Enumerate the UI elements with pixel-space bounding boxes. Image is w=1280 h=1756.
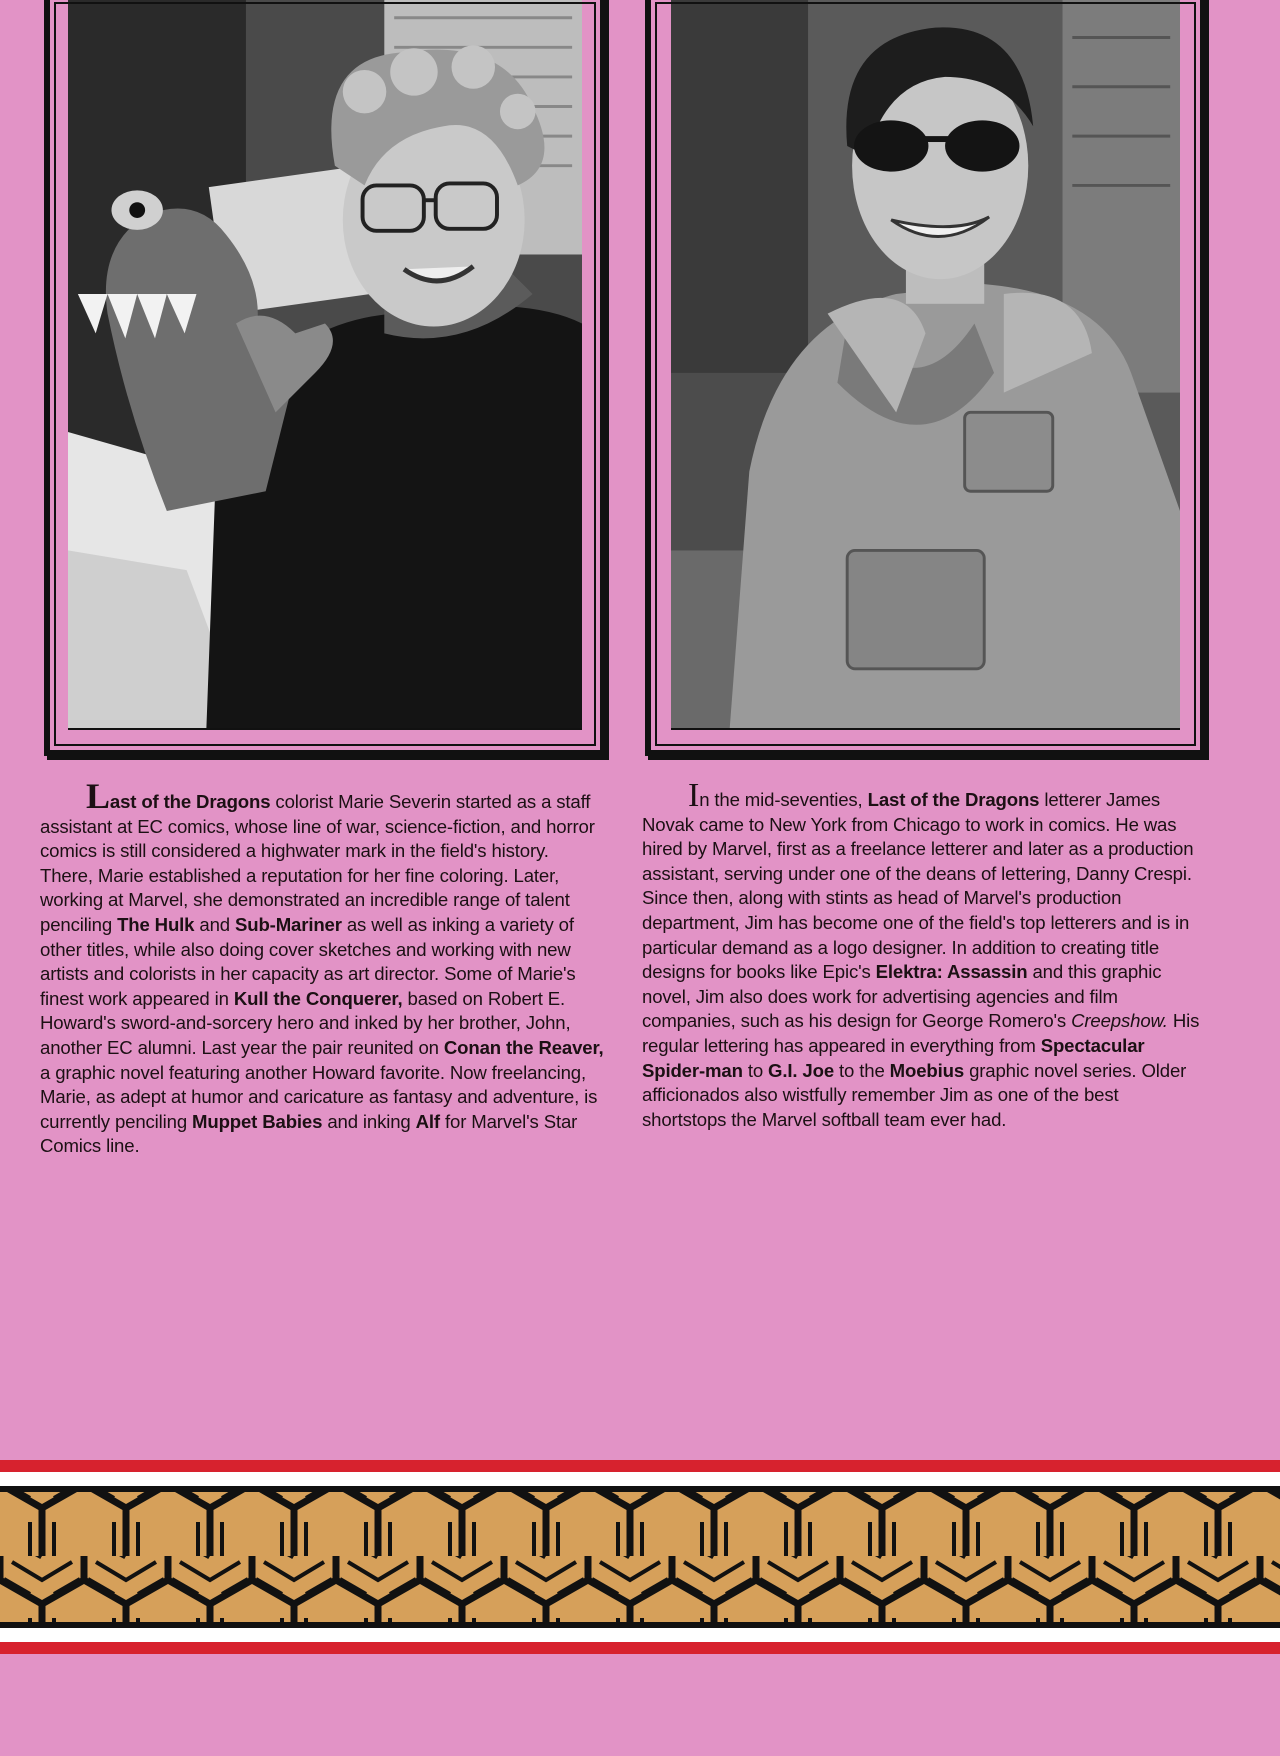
bio-text: and <box>194 913 235 935</box>
bio-text: letterer James Novak came to New York from Chicago to work in comics. He was hired by Marvel, first as a freelance letterer and later as a production assistant, serving under one of the deans of lettering, Danny Crespi. Since then, along with stints as head of Marvel's production department, Jim has become one of the field's top letterers and is in particular demand as a logo designer. In addition to creating title designs for books like Epic's <box>642 789 1194 983</box>
bio-text: n the mid-seventies, <box>699 789 868 810</box>
dropcap-left: L <box>86 776 110 816</box>
decorative-pattern <box>0 1460 1280 1696</box>
photo-marie-severin <box>68 0 582 730</box>
bio-text: colorist Marie Severin started as a staff assistant at EC comics, whose line of war, science-fiction, and horror comics is still considered a highwater mark in the field's history. There, Marie established a reputation for her fine coloring. Later, working at Marvel, she demonstrated an incredible range of talent penciling <box>40 791 595 935</box>
bio-text: based on Robert E. Howard's sword-and-sorcery hero and inked by her brother, John, another EC alumni. Last year the pair reunited on <box>40 987 571 1058</box>
title-sub-mariner: Sub-Mariner <box>235 913 342 935</box>
title-moebius: Moebius <box>889 1059 965 1081</box>
bio-marie-severin <box>40 776 606 1159</box>
decorative-border-band <box>0 1460 1280 1696</box>
title-elektra-assassin: Elektra: Assassin <box>875 961 1028 983</box>
title-creepshow: Creepshow. <box>1071 1010 1168 1032</box>
bio-text: and this graphic novel, Jim also does work for advertising agencies and film companies, such as his design for George Romero's <box>642 961 1162 1032</box>
title-last-of-the-dragons: Last of the Dragons <box>867 789 1040 810</box>
title-spectacular-spider-man: Spectacular Spider-man <box>642 1034 1145 1081</box>
bio-text: and inking <box>322 1110 416 1132</box>
photo-frame-left <box>44 0 606 756</box>
photo-frame-right <box>645 0 1206 756</box>
title-kull-the-conquerer: Kull the Conquerer, <box>233 987 403 1009</box>
bio-text: to the <box>834 1059 890 1081</box>
bio-text: to <box>742 1059 769 1081</box>
title-alf: Alf <box>415 1110 440 1132</box>
title-conan-the-reaver: Conan the Reaver, <box>443 1036 604 1058</box>
bio-text: graphic novel series. Older afficionados also wistfully remember Jim as one of the best shortstops the Marvel softball team ever had. <box>642 1059 1187 1130</box>
bio-text: a graphic novel featuring another Howard favorite. Now freelancing, Marie, as adept at humor and caricature as fantasy and adventure, is currently penciling <box>40 1061 598 1132</box>
title-muppet-babies: Muppet Babies <box>192 1110 323 1132</box>
bio-text: His regular lettering has appeared in everything from <box>642 1010 1200 1056</box>
dropcap-right: I <box>688 777 700 814</box>
bio-james-novak <box>642 777 1206 1132</box>
photo-james-novak-image <box>671 0 1180 728</box>
photo-marie-severin-image <box>68 0 582 728</box>
title-the-hulk: The Hulk <box>117 913 195 935</box>
bio-text: as well as inking a variety of other titles, while also doing cover sketches and working with new artists and colorists in her capacity as art director. Some of Marie's finest work appeared in <box>40 913 576 1009</box>
bio-text: for Marvel's Star Comics line. <box>40 1110 578 1157</box>
photo-james-novak <box>671 0 1180 730</box>
title-last-of-the-dragons: ast of the Dragons <box>109 791 271 812</box>
title-gi-joe: G.I. Joe <box>768 1059 835 1081</box>
